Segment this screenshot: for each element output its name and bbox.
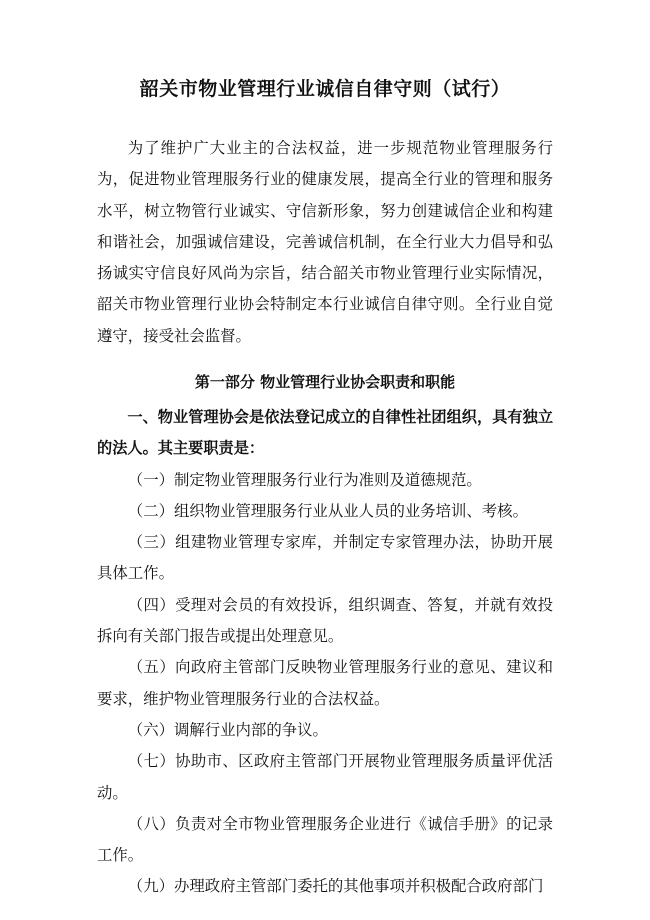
list-item: （三）组建物业管理专家库，并制定专家管理办法，协助开展具体工作。 <box>97 533 553 583</box>
list-item: （四）受理对会员的有效投诉，组织调查、答复，并就有效投拆向有关部门报告或提出处理意见。 <box>97 595 553 646</box>
list-item: （一）制定物业管理服务行业行为准则及道德规范。 <box>127 470 482 489</box>
section-body <box>97 402 553 903</box>
article-heading: 一、物业管理协会是依法登记成立的自律性社团组织，具有独立的法人。其主要职责是： <box>97 408 553 458</box>
section-title: 第一部分 物业管理行业协会职责和职能 <box>194 373 456 391</box>
list-item: （二）组织物业管理服务行业从业人员的业务培训、考核。 <box>127 501 528 520</box>
intro-paragraph: 为了维护广大业主的合法权益，进一步规范物业管理服务行为，促进物业管理服务行业的健康发展，提高全行业的管理和服务水平，树立物管行业诚实、守信新形象，努力创建诚信企业和构建和谐社会，加强诚信建设，完善诚信机制，在全行业大力倡导和弘扬诚实守信良好风尚为宗旨，结合韶关市物业管理行业实际情况，韶关市物业管理行业协会特制定本行业诚信自律守则。全行业自觉遵守，接受社会监督。 <box>97 139 553 345</box>
document-title: 韶关市物业管理行业诚信自律守则（试行） <box>139 78 511 100</box>
list-item: （八）负责对全市物业管理服务企业进行《诚信手册》的记录工作。 <box>97 814 553 865</box>
list-item: （七）协助市、区政府主管部门开展物业管理服务质量评优活动。 <box>97 752 553 802</box>
list-item: （九）办理政府主管部门委托的其他事项并积极配合政府部门 <box>127 877 544 896</box>
list-item: （五）向政府主管部门反映物业管理服务行业的意见、建议和要求，维护物业管理服务行业的合法权益。 <box>97 658 553 708</box>
list-item: （六）调解行业内部的争议。 <box>127 720 328 739</box>
